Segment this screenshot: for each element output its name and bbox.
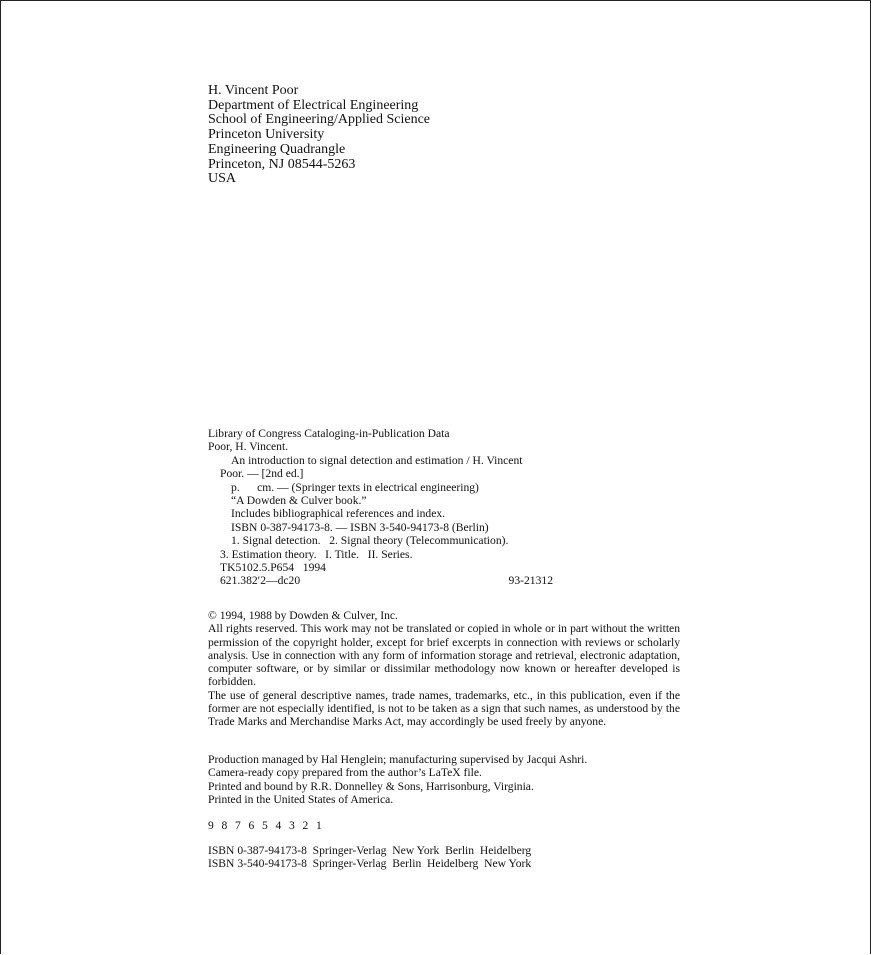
production-line: Camera-ready copy prepared from the author’s LaTeX file.: [208, 766, 482, 780]
printing-line: 9 8 7 6 5 4 3 2 1: [208, 819, 325, 832]
cip-subjects: 3. Estimation theory. I. Title. II. Series.: [220, 547, 413, 561]
cip-dewey-row: [208, 574, 553, 587]
cataloging-data: [208, 427, 553, 588]
copyright-line: © 1994, 1988 by Dowden & Culver, Inc.: [208, 609, 398, 622]
address-line: Department of Electrical Engineering: [208, 97, 419, 113]
isbn-line: ISBN 3-540-94173-8 Springer-Verlag Berlin Heidelberg New York: [208, 857, 532, 871]
cip-author: Poor, H. Vincent.: [208, 440, 289, 454]
legal-notice: [208, 609, 680, 729]
cip-title-line: Poor. — [2nd ed.]: [220, 467, 304, 481]
address-line: Princeton, NJ 08544-5263: [208, 156, 356, 172]
cip-physical: p. cm. — (Springer texts in electrical engineering): [231, 480, 479, 494]
production-line: Printed in the United States of America.: [208, 793, 394, 807]
cip-heading: Library of Congress Cataloging-in-Publication Data: [208, 427, 450, 440]
trademarks-paragraph: The use of general descriptive names, trade names, trademarks, etc., in this publication, even if the former are not especially identified, is not to be taken as a sign that such names, as understood by the Trade Marks and Merchandise Marks Act, may accordingly be used freely by anyone.: [208, 688, 680, 729]
cip-lccn: 93-21312: [508, 574, 553, 588]
isbn-block: [208, 844, 531, 871]
address-line: Engineering Quadrangle: [208, 141, 346, 157]
production-line: Production managed by Hal Henglein; manufacturing supervised by Jacqui Ashri.: [208, 753, 588, 766]
production-line: Printed and bound by R.R. Donnelley & Sons, Harrisonburg, Virginia.: [208, 779, 534, 793]
cip-dewey: 621.382′2—dc20: [220, 574, 301, 588]
cip-title-line: An introduction to signal detection and estimation / H. Vincent: [231, 453, 523, 467]
cip-subjects: 1. Signal detection. 2. Signal theory (Telecommunication).: [231, 534, 509, 548]
cip-isbn: ISBN 0-387-94173-8. — ISBN 3-540-94173-8 (Berlin): [231, 520, 489, 534]
rights-paragraph: All rights reserved. This work may not be translated or copied in whole or in part without the written permission of the copyright holder, except for brief excerpts in connection with reviews or scholarly analysis. Use in connection with any form of information storage and retrieval, electronic adaptation, computer software, or by similar or dissimilar methodology now known or hereafter developed is forbidden.: [208, 622, 680, 689]
production-credits: [208, 753, 587, 807]
cip-lc-class: TK5102.5.P654 1994: [220, 561, 326, 575]
author-address: [208, 84, 430, 187]
address-line: H. Vincent Poor: [208, 83, 299, 98]
address-line: School of Engineering/Applied Science: [208, 112, 430, 128]
cip-note: “A Dowden & Culver book.”: [231, 494, 367, 508]
isbn-line: ISBN 0-387-94173-8 Springer-Verlag New York Berlin Heidelberg: [208, 844, 532, 857]
address-line: USA: [208, 171, 237, 187]
address-line: Princeton University: [208, 127, 325, 143]
cip-note: Includes bibliographical references and index.: [231, 507, 446, 521]
